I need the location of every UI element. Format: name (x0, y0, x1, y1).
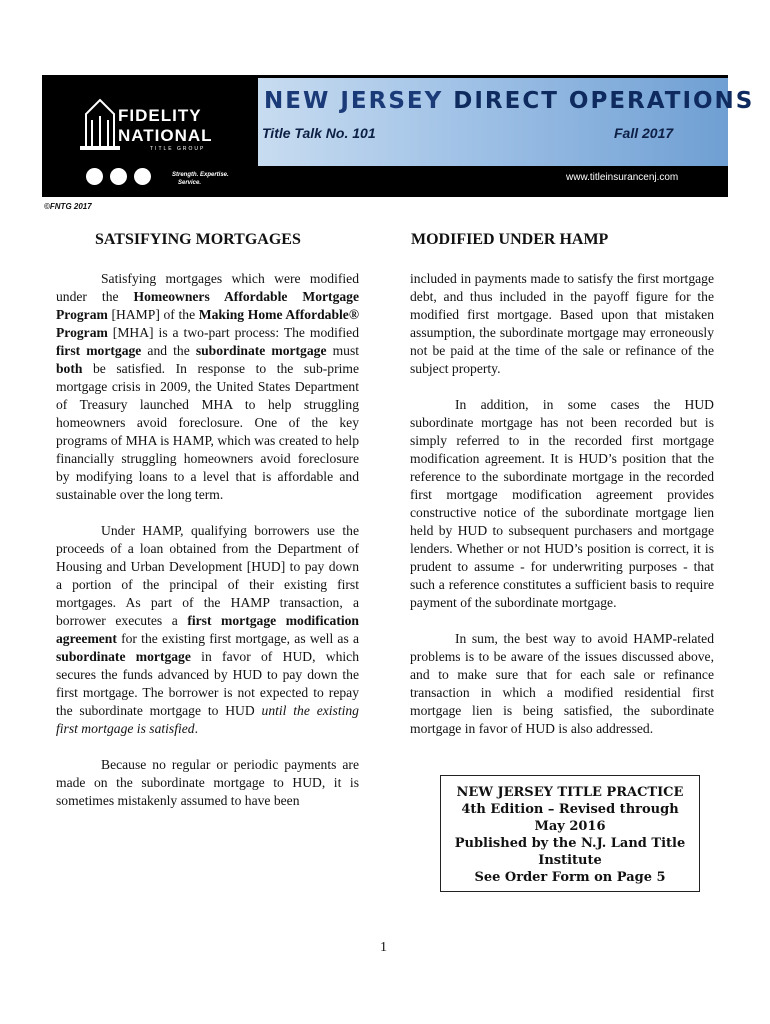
text-run: In sum, the best way to avoid HAMP-related problems is to be aware of the issues discussed above, and to make sure that for each sale or refinance transaction in which a modified residential first mortgage lien is being satisfied, the subordinate mortgage in favor of HUD is also addressed. (410, 631, 714, 736)
left-paragraph-3 (56, 756, 359, 810)
copyright-notice: ©FNTG 2017 (44, 202, 92, 211)
box-line-1: NEW JERSEY TITLE PRACTICE (456, 785, 684, 800)
page-number: 1 (380, 940, 387, 955)
text-run: both (56, 361, 83, 376)
right-paragraph-1 (410, 270, 714, 378)
logo-subtitle: TITLE GROUP (150, 146, 206, 152)
website-link[interactable]: www.titleinsurancenj.com (566, 172, 679, 183)
title-practice-box (440, 775, 700, 892)
box-line-4: Published by the N.J. Land Title (454, 836, 686, 851)
logo-fidelity: FIDELITY (118, 106, 202, 125)
text-run: . (194, 721, 198, 736)
text-run: [HAMP] of the (107, 307, 199, 322)
title-direct-operations: DIRECT OPERATIONS (453, 88, 755, 114)
tagline-line1: Strength. Expertise. (172, 172, 229, 178)
text-run: subordinate mortgage (195, 343, 327, 358)
text-run: Homeowners Affordable Mortgage Program (56, 289, 359, 322)
text-run: must (326, 343, 360, 358)
text-run: Under HAMP, qualifying borrowers use the proceeds of a loan obtained from the Department of Housing and Urban Development [HUD] to pay down a portion of the principal of their existing first mortgages. As part of the HAMP transaction, a borrower executes a (56, 523, 359, 628)
box-line-6: See Order Form on Page 5 (474, 870, 666, 885)
right-paragraph-2 (410, 396, 714, 612)
box-line-5: Institute (538, 853, 602, 868)
newsletter-title (264, 88, 754, 114)
text-run: subordinate mortgage (56, 649, 191, 664)
text-run: be satisfied. In response to the sub-prime mortgage crisis in 2009, the United States Department of Treasury launched MHA to help struggling homeowners avoid foreclosure. One of the key programs of MHA is HAMP, which was created to help financially struggling homeowners avoid foreclosure by modifying loans to a level that is affordable and sustainable over the long term. (56, 361, 359, 502)
season-label: Fall 2017 (614, 125, 674, 141)
left-column (56, 270, 359, 810)
text-run: in favor of HUD, which secures the funds advanced by HUD to pay down the first mortgage. The borrower is not expected to repay the subordinate mortgage to HUD (56, 649, 359, 718)
box-line-3: May 2016 (534, 819, 606, 834)
text-run: Because no regular or periodic payments are made on the subordinate mortgage to HUD, it is sometimes mistakenly assumed to have been (56, 757, 359, 808)
text-run: [MHA] is a two-part process: The modified (107, 325, 359, 340)
article-heading-right: MODIFIED UNDER HAMP (411, 231, 609, 248)
text-run: included in payments made to satisfy the first mortgage debt, and thus included in the payoff figure for the modified first mortgage. Based upon that mistaken assumption, the subordinate mortgage may erroneously not be paid at the time of the sale or refinance of the subject property. (410, 271, 714, 376)
left-paragraph-1 (56, 270, 359, 504)
right-column (410, 270, 714, 738)
text-run: and the (141, 343, 196, 358)
badge-icon (134, 168, 151, 185)
leaf-icon (110, 168, 127, 185)
text-run: first mortgage (56, 343, 142, 358)
text-run: Making Home Affordable® Program (56, 307, 359, 340)
title-new-jersey: NEW JERSEY (264, 88, 444, 114)
box-line-2: 4th Edition – Revised through (461, 802, 679, 817)
text-run: until the existing first mortgage is satisfied (56, 703, 359, 736)
text-run: In addition, in some cases the HUD subordinate mortgage has not been recorded but is simply referred to in the recorded first mortgage modification agreement. It is HUD’s position that the reference to the subordinate mortgage in the recorded first mortgage modification agreement provides constructive notice of the subordinate mortgage lien held by HUD to subsequent purchasers and mortgage lenders. Whether or not HUD’s position is correct, it is prudent to assume - for underwriting purposes - that such a reference constitutes a sufficient basis to require payment of the subordinate mortgage. (410, 397, 714, 610)
tagline-line2: Service. (178, 180, 202, 186)
text-run: for the existing first mortgage, as well as a (116, 631, 359, 646)
issue-label: Title Talk No. 101 (262, 125, 376, 141)
article-heading-left: SATSIFYING MORTGAGES (95, 231, 301, 248)
logo-national: NATIONAL (118, 126, 213, 145)
right-paragraph-3 (410, 630, 714, 738)
text-run: Satisfying mortgages which were modified under the (56, 271, 359, 304)
seal-icon (86, 168, 103, 185)
left-paragraph-2 (56, 522, 359, 738)
text-run: first mortgage modification agreement (56, 613, 359, 646)
